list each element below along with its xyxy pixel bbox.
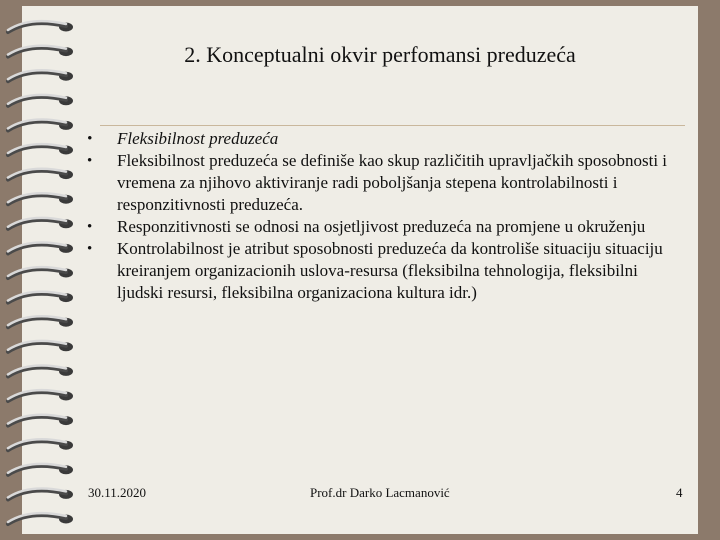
bullet-item: • Fleksibilnost preduzeća se definiše kao skup različitih upravljačkih sposobnosti i vremena za njihovo aktiviranje radi poboljšanja stepena kontrolabilnosti i responzitivnosti preduzeća.: [86, 150, 686, 216]
binding-ring-icon: [8, 144, 73, 155]
footer-page-number: 4: [676, 485, 683, 500]
binding-ring-icon: [8, 439, 73, 450]
bullet-item: • Kontrolabilnost je atribut sposobnosti preduzeća da kontroliše situaciju situaciju kreiranjem organizacionih uslova-resursa (fleksibilna tehnologija, fleksibilni ljudski resursi, fleksibilna organizaciona kultura idr.): [86, 238, 686, 304]
binding-ring-icon: [8, 464, 73, 475]
title-divider: [100, 125, 685, 126]
binding-ring-icon: [8, 95, 73, 106]
binding-ring-icon: [8, 513, 73, 524]
binding-ring-icon: [8, 169, 73, 180]
footer-date: 30.11.2020: [88, 485, 147, 500]
binding-ring-icon: [8, 316, 73, 327]
footer-author: Prof.dr Darko Lacmanović: [310, 485, 450, 500]
binding-ring-icon: [8, 21, 73, 32]
binding-ring-icon: [8, 193, 73, 204]
binding-ring-icon: [8, 218, 73, 229]
binding-ring-icon: [8, 488, 73, 499]
binding-ring-icon: [8, 292, 73, 303]
slide-title: 2. Konceptualni okvir perfomansi preduzeća: [184, 42, 576, 67]
binding-ring-icon: [8, 242, 73, 253]
spiral-binding-icon: [0, 0, 90, 540]
binding-ring-icon: [8, 70, 73, 81]
binding-ring-icon: [8, 390, 73, 401]
binding-ring-icon: [8, 46, 73, 57]
bullet-list: [86, 128, 686, 304]
bullet-item: • Responzitivnosti se odnosi na osjetljivost preduzeća na promjene u okruženju: [86, 216, 686, 238]
binding-ring-icon: [8, 267, 73, 278]
binding-ring-icon: [8, 119, 73, 130]
binding-ring-icon: [8, 365, 73, 376]
binding-ring-icon: [8, 341, 73, 352]
binding-ring-icon: [8, 415, 73, 426]
bullet-item: • Fleksibilnost preduzeća: [86, 128, 686, 150]
